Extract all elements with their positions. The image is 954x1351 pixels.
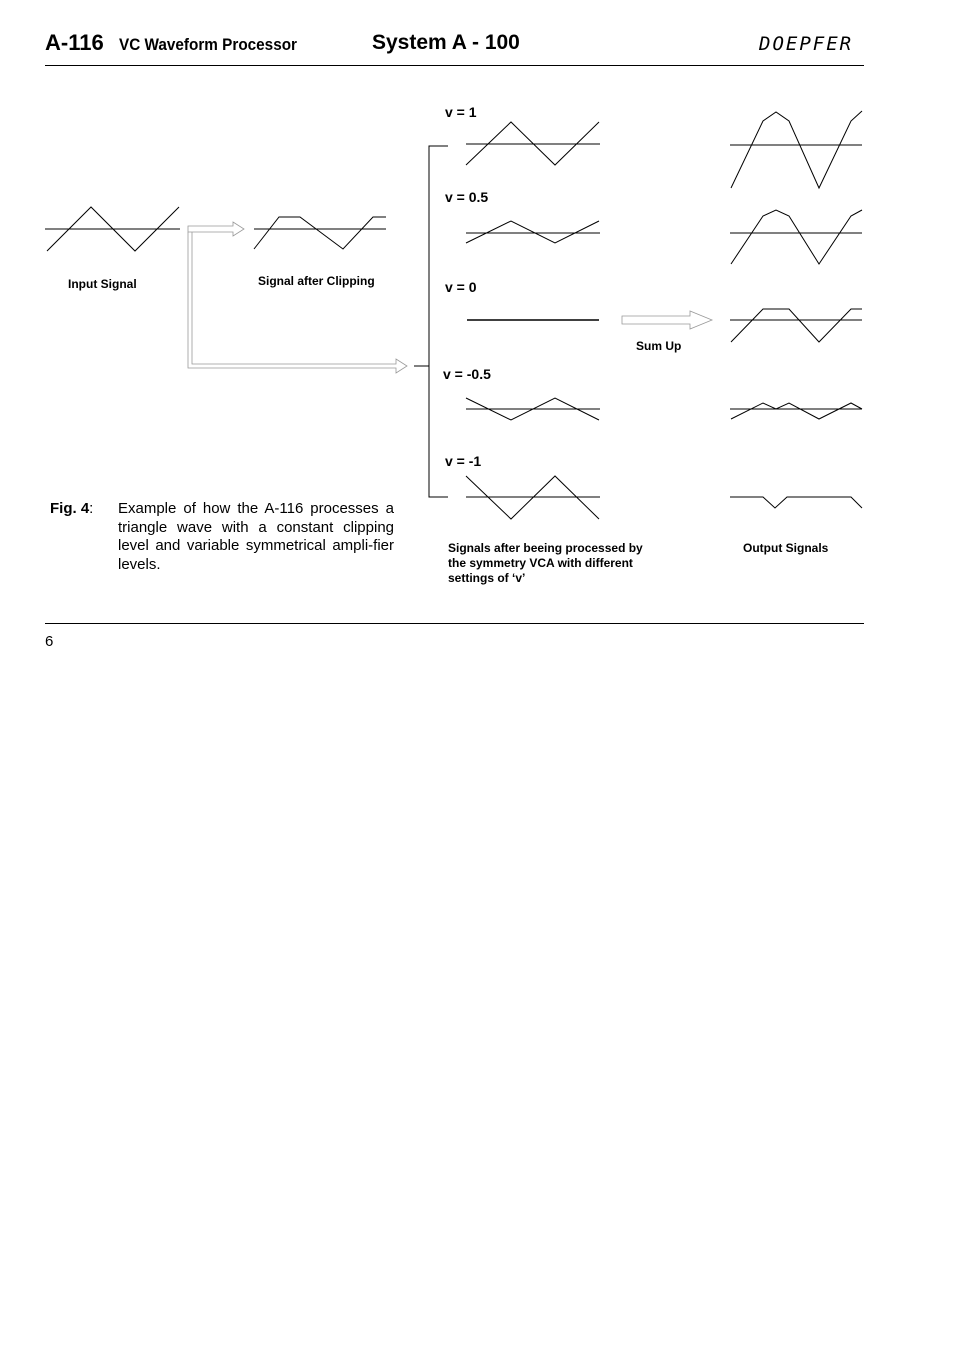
footer-rule — [45, 623, 864, 624]
input-signal-label: Input Signal — [68, 277, 137, 291]
arrow-to-vca — [188, 232, 407, 373]
brand-logo: DOEPFER — [759, 33, 854, 55]
vca-bracket — [414, 146, 448, 497]
processed-signals-label: Signals after beeing processed by the symmetry VCA with different settings of ‘v’ — [448, 541, 643, 585]
v-setting-label: v = 0 — [445, 279, 477, 295]
clipped-signal-label: Signal after Clipping — [258, 274, 375, 288]
v-setting-label: v = 0.5 — [445, 189, 489, 205]
output-wave-1 — [730, 111, 862, 188]
output-wave-5 — [730, 497, 862, 508]
vca-wave-vm1 — [466, 476, 600, 519]
clipped-signal-wave — [254, 217, 386, 249]
module-name: VC Waveform Processor — [119, 35, 298, 54]
page-number: 6 — [45, 633, 54, 650]
arrow-to-clipping — [188, 222, 244, 236]
figure-caption-text: Example of how the A-116 processes a triangle wave with a constant clipping level and variable symmetrical ampli-fier levels. — [118, 500, 394, 573]
v-setting-label: v = -0.5 — [443, 366, 491, 382]
input-signal-wave — [45, 207, 180, 251]
output-signals-label: Output Signals — [743, 541, 829, 555]
v-setting-label: v = -1 — [445, 453, 482, 469]
vca-wave-v1 — [466, 122, 600, 165]
figure-caption-label: Fig. 4: — [50, 500, 94, 517]
system-title: System A - 100 — [372, 31, 520, 54]
arrow-sum-up — [622, 311, 712, 329]
output-wave-3 — [730, 309, 862, 342]
module-model: A-116 — [45, 30, 104, 55]
vca-wave-vm05 — [466, 398, 600, 420]
figure-number: Fig. 4 — [50, 500, 90, 517]
output-wave-4 — [730, 403, 862, 419]
output-wave-2 — [730, 210, 862, 264]
vca-wave-v05 — [466, 221, 600, 243]
sum-up-label: Sum Up — [636, 339, 682, 353]
v-setting-label: v = 1 — [445, 104, 477, 120]
